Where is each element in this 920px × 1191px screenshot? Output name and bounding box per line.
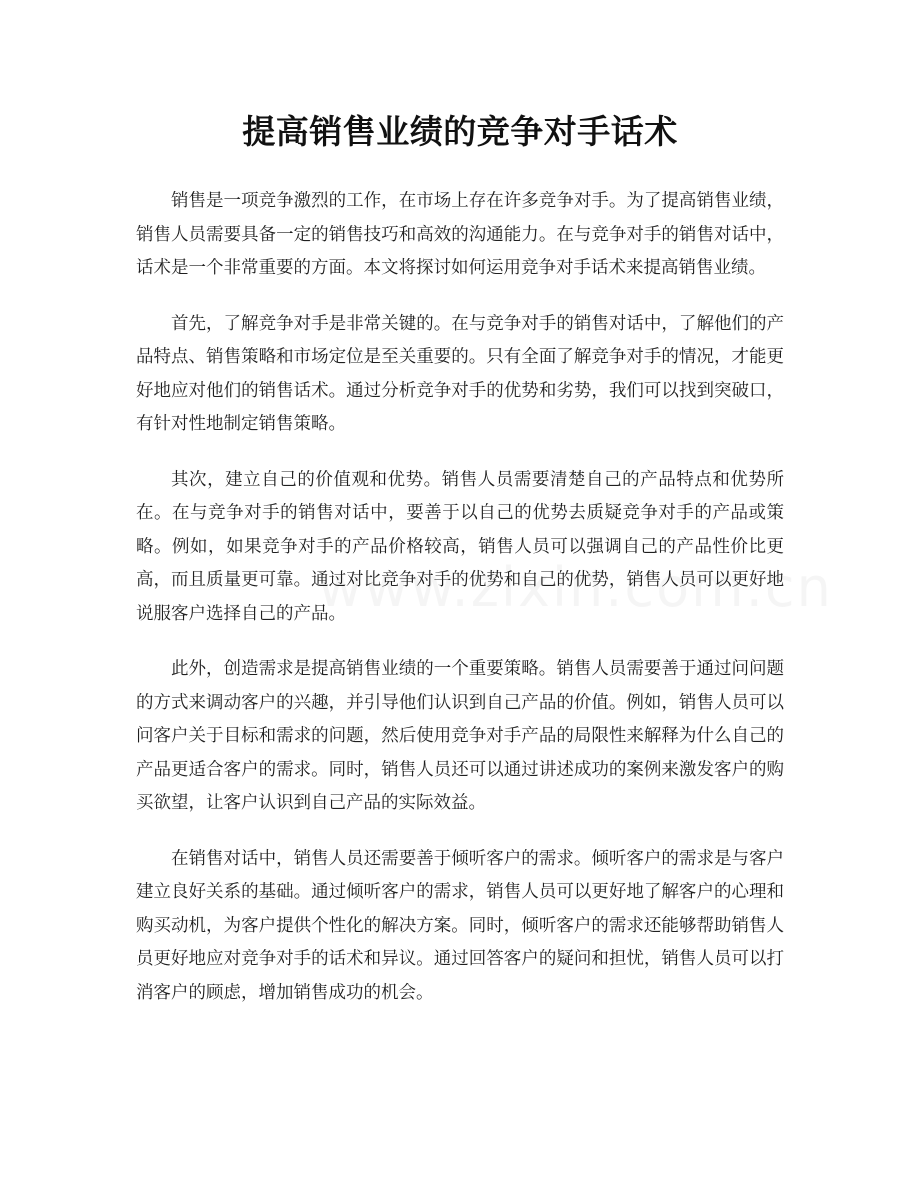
paragraph-listen-to-customers: 在销售对话中，销售人员还需要善于倾听客户的需求。倾听客户的需求是与客户建立良好关系的基础。通过倾听客户的需求，销售人员可以更好地了解客户的心理和购买动机，为客户提供个性化的解决方案。同时，倾听客户的需求还能够帮助销售人员更好地应对竞争对手的话术和异议。通过回答客户的疑问和担忧，销售人员可以打消客户的顾虑，增加销售成功的机会。	[136, 848, 784, 1003]
paragraph-intro: 销售是一项竞争激烈的工作，在市场上存在许多竞争对手。为了提高销售业绩，销售人员需要具备一定的销售技巧和高效的沟通能力。在与竞争对手的销售对话中，话术是一个非常重要的方面。本文将探讨如何运用竞争对手话术来提高销售业绩。	[136, 191, 784, 278]
paragraph-own-advantages: 其次，建立自己的价值观和优势。销售人员需要清楚自己的产品特点和优势所在。在与竞争对手的销售对话中，要善于以自己的优势去质疑竞争对手的产品或策略。例如，如果竞争对手的产品价格较高，销售人员可以强调自己的产品性价比更高，而且质量更可靠。通过对比竞争对手的优势和自己的优势，销售人员可以更好地说服客户选择自己的产品。	[136, 469, 784, 624]
paragraph-understand-competitors: 首先，了解竞争对手是非常关键的。在与竞争对手的销售对话中，了解他们的产品特点、销售策略和市场定位是至关重要的。只有全面了解竞争对手的情况，才能更好地应对他们的销售话术。通过分析竞争对手的优势和劣势，我们可以找到突破口，有针对性地制定销售策略。	[136, 313, 784, 434]
document-title: 提高销售业绩的竞争对手话术	[242, 112, 678, 151]
paragraph-create-demand: 此外，创造需求是提高销售业绩的一个重要策略。销售人员需要善于通过问问题的方式来调动客户的兴趣，并引导他们认识到自己产品的价值。例如，销售人员可以问客户关于目标和需求的问题，然后使用竞争对手产品的局限性来解释为什么自己的产品更适合客户的需求。同时，销售人员还可以通过讲述成功的案例来激发客户的购买欲望，让客户认识到自己产品的实际效益。	[136, 659, 784, 813]
